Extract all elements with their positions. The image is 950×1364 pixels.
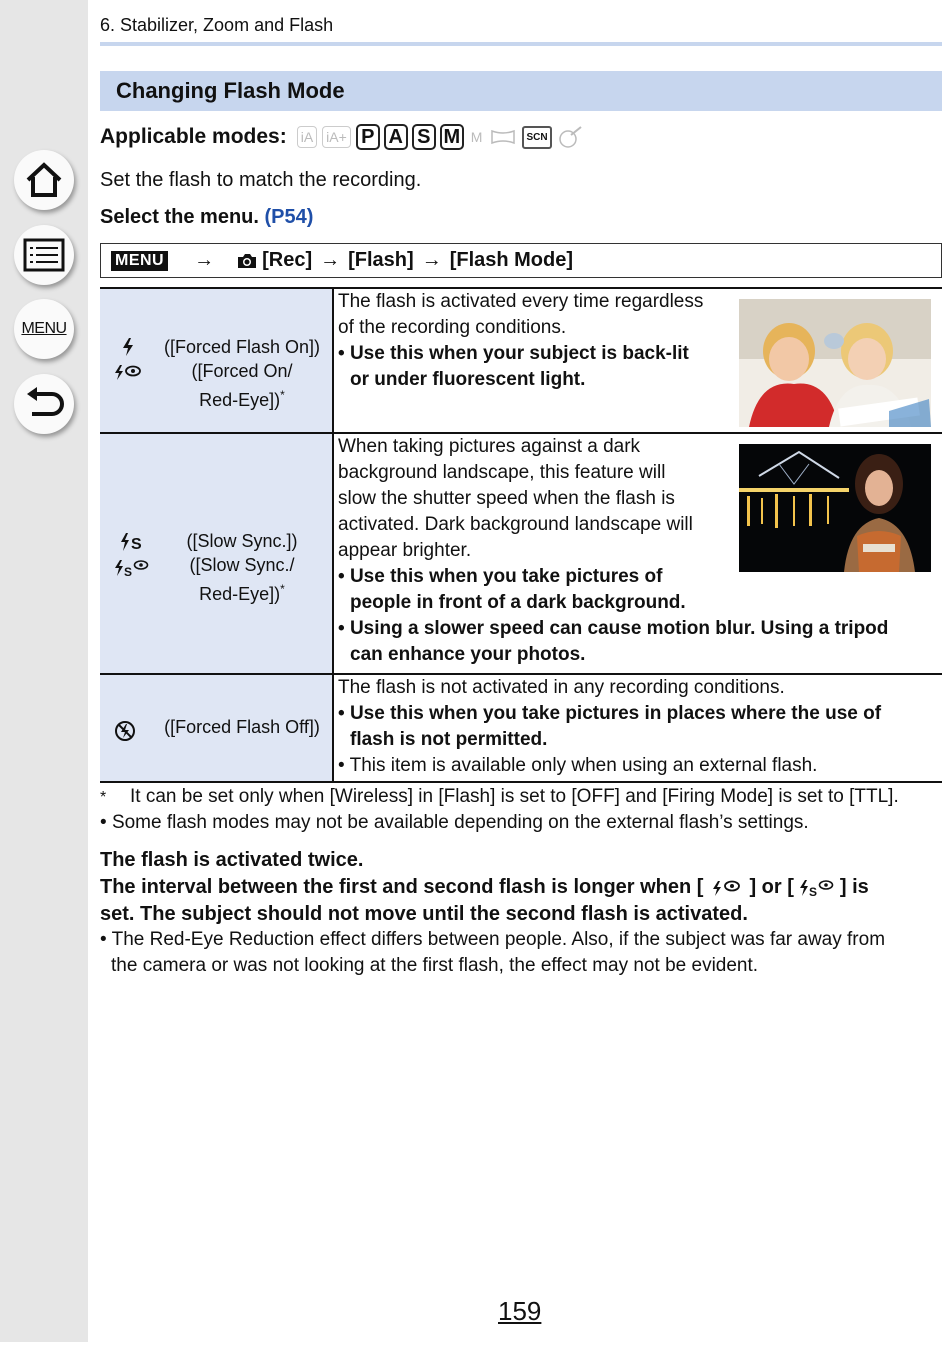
- description-text: [338, 675, 942, 779]
- row-icons: [114, 720, 136, 742]
- home-icon: [24, 160, 64, 200]
- bullet-text: Use this when you take pictures in places where the use of: [349, 703, 882, 724]
- mode-s: S: [412, 124, 436, 150]
- night-portrait-photo: [739, 444, 931, 572]
- description-line: appear brighter.: [338, 540, 472, 561]
- description-line: When taking pictures against a dark: [338, 436, 641, 457]
- menu-path: [100, 243, 942, 278]
- chapter-title: 6. Stabilizer, Zoom and Flash: [100, 15, 334, 35]
- select-menu-label: Select the menu.: [100, 206, 259, 228]
- back-button[interactable]: [14, 374, 74, 434]
- menu-arrow: →: [421, 249, 442, 271]
- mode-name-line: ([Forced Flash On]): [163, 337, 321, 357]
- asterisk: *: [280, 388, 285, 402]
- mode-ia: iA: [297, 126, 317, 148]
- table-row: [100, 673, 942, 783]
- twice-text: ] or [: [749, 876, 794, 898]
- menu-flash: [Flash]: [348, 249, 414, 271]
- svg-text:S: S: [124, 565, 133, 578]
- description-bullet: • This item is available only when using an external flash.: [338, 755, 818, 776]
- twice-line: [100, 874, 942, 901]
- page-reference-link[interactable]: (P54): [264, 206, 314, 228]
- twice-text: The interval between the first and second flash is longer when [: [100, 876, 704, 898]
- mode-scn: SCN: [522, 126, 551, 149]
- mode-p: P: [356, 124, 380, 150]
- description-line: The flash is not activated in any recording conditions.: [338, 677, 785, 698]
- description-line: background landscape, this feature will: [338, 462, 666, 483]
- menu-label: MENU: [21, 320, 67, 337]
- mode-name: [158, 715, 326, 739]
- row-label-cell: [100, 289, 334, 434]
- star-note: [100, 784, 899, 811]
- section-title: Changing Flash Mode: [100, 71, 942, 111]
- description-line: slow the shutter speed when the flash is: [338, 488, 675, 509]
- menu-arrow: →: [194, 249, 215, 271]
- mode-movie-m: M: [470, 129, 483, 145]
- flash-redeye-icon: [706, 878, 746, 898]
- menu-rec: [Rec]: [262, 249, 313, 271]
- back-icon: [24, 386, 64, 422]
- home-button[interactable]: [14, 150, 74, 210]
- applicable-modes-label: Applicable modes:: [100, 125, 287, 148]
- bullet-text: Using a slower speed can cause motion blur. Using a tripod: [349, 618, 889, 639]
- bullet-note-text: Some flash modes may not be available depending on the external flash’s settings.: [111, 812, 809, 833]
- row-icons: [114, 532, 150, 578]
- mode-name-text: Red-Eye]): [199, 584, 281, 604]
- mode-ia-plus: iA+: [322, 126, 351, 148]
- children-photo: [739, 299, 931, 427]
- star-note-text: It can be set only when [Wireless] in [Flash] is set to [OFF] and [Firing Mode] is set to [TTL].: [130, 786, 899, 807]
- menu-badge: MENU: [111, 251, 168, 271]
- description-line: of the recording conditions.: [338, 317, 567, 338]
- menu-button[interactable]: [14, 299, 74, 359]
- mode-name-line: ([Slow Sync.]): [186, 531, 298, 551]
- redeye-note-text: The Red-Eye Reduction effect differs between people. Also, if the subject was far away from: [111, 929, 886, 950]
- mode-name-line: [158, 577, 326, 606]
- mode-name: [158, 529, 326, 606]
- creative-control-icon: [557, 125, 583, 149]
- mode-name-line: ([Forced Flash Off]): [164, 717, 320, 737]
- mode-name-line: [158, 383, 326, 412]
- description-bullet: • Using a slower speed can cause motion blur. Using a tripod: [338, 618, 889, 639]
- mode-name-line: ([Forced On/: [191, 361, 293, 381]
- redeye-note: [100, 927, 942, 979]
- bullet-text: Use this when you take pictures of: [349, 566, 663, 587]
- description-bullet-cont: flash is not permitted.: [350, 729, 548, 750]
- applicable-modes: [100, 122, 583, 152]
- menu-flash-mode: [Flash Mode]: [449, 249, 574, 271]
- intro-text: Set the flash to match the recording.: [100, 169, 422, 191]
- slow-sync-icon: [120, 532, 144, 552]
- panorama-icon: [490, 128, 516, 146]
- chapter-rule: [100, 42, 942, 46]
- mode-m: M: [440, 124, 464, 150]
- contents-button[interactable]: [14, 225, 74, 285]
- select-menu-text: [100, 206, 313, 229]
- bullet-note: • Some flash modes may not be available depending on the external flash’s settings.: [100, 812, 809, 833]
- mode-name: [158, 335, 326, 412]
- flash-on-icon: [121, 337, 135, 357]
- page-number: 159: [498, 1296, 542, 1326]
- table-row: [100, 287, 942, 434]
- slow-sync-redeye-icon: [114, 558, 150, 578]
- bullet-text: This item is available only when using an external flash.: [349, 755, 818, 776]
- twice-text: ] is: [839, 876, 869, 898]
- row-description: [338, 675, 942, 781]
- bullet-text: Use this when your subject is back-lit: [349, 343, 689, 364]
- star-mark: *: [100, 789, 107, 806]
- description-bullet-cont: can enhance your photos.: [350, 644, 586, 665]
- asterisk: *: [280, 582, 285, 596]
- mode-a: A: [384, 124, 408, 150]
- redeye-note-line: • The Red-Eye Reduction effect differs between people. Also, if the subject was far away from: [100, 929, 886, 950]
- description-bullet: • Use this when your subject is back-lit: [338, 343, 689, 364]
- mode-name-line: ([Slow Sync./: [189, 555, 295, 575]
- redeye-note-line: the camera or was not looking at the first flash, the effect may not be evident.: [111, 955, 759, 976]
- description-bullet: • Use this when you take pictures in places where the use of: [338, 703, 882, 724]
- description-line: activated. Dark background landscape will: [338, 514, 693, 535]
- mode-name-text: Red-Eye]): [199, 390, 281, 410]
- twice-heading: The flash is activated twice.: [100, 849, 364, 871]
- description-bullet: • Use this when you take pictures of: [338, 566, 663, 587]
- twice-line: set. The subject should not move until the second flash is activated.: [100, 903, 748, 925]
- svg-text:S: S: [808, 884, 817, 898]
- description-line: The flash is activated every time regardless: [338, 291, 704, 312]
- row-label-cell: [100, 434, 334, 675]
- flash-redeye-icon: [114, 363, 142, 381]
- slow-sync-redeye-icon: [797, 878, 837, 898]
- list-icon: [23, 238, 65, 272]
- row-icons: [114, 337, 142, 381]
- row-label-cell: [100, 675, 334, 781]
- table-row: [100, 432, 942, 675]
- description-bullet-cont: or under fluorescent light.: [350, 369, 586, 390]
- menu-arrow: →: [320, 249, 341, 271]
- flash-off-icon: [114, 720, 136, 742]
- camera-icon: [236, 252, 258, 270]
- svg-text:S: S: [131, 536, 142, 552]
- description-bullet-cont: people in front of a dark background.: [350, 592, 686, 613]
- sidebar-bottom: [0, 1342, 88, 1364]
